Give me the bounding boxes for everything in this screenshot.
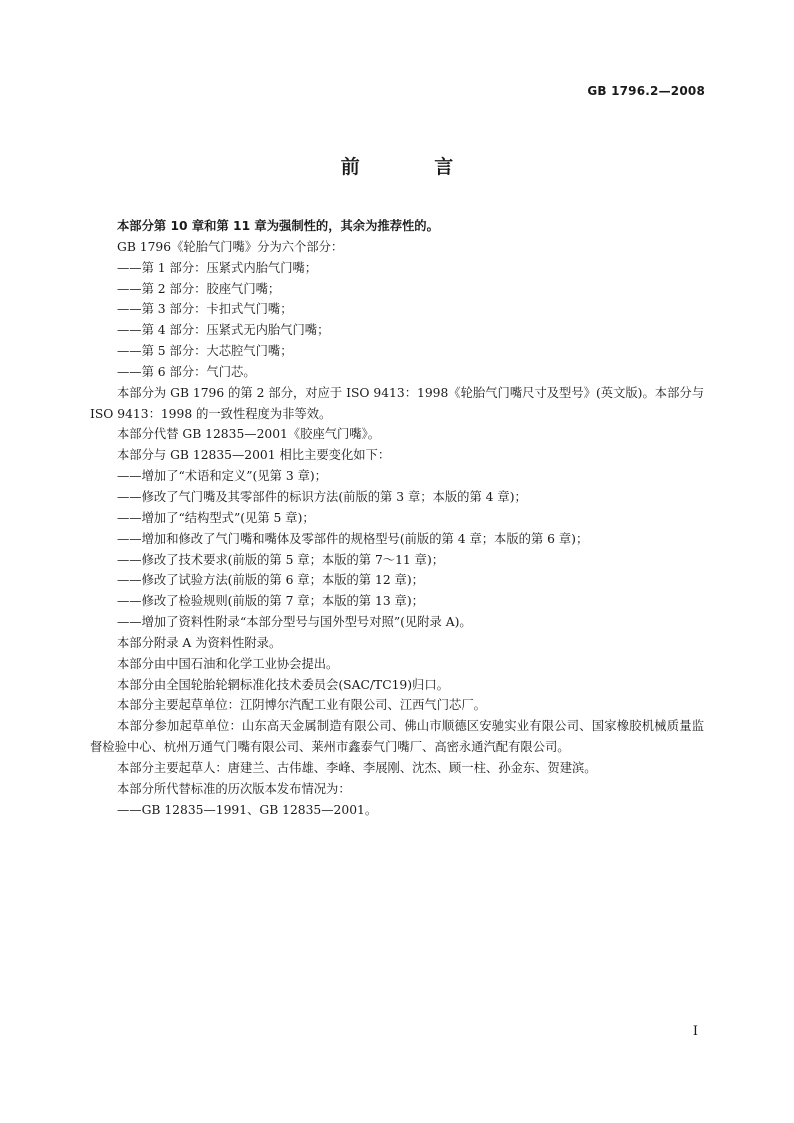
list-item-change: ——修改了技术要求(前版的第 5 章；本版的第 7～11 章)； — [117, 552, 445, 567]
list-item-part-5: ——第 5 部分：大芯腔气门嘴； — [117, 344, 293, 359]
paragraph-participating-orgs: 本部分参加起草单位：山东高天金属制造有限公司、佛山市顺德区安驰实业有限公司、国家橡胶机械质量监督检验中心、杭州万通气门嘴有限公司、莱州市鑫泰气门嘴厂、高密永通汽配有限公司。 — [90, 719, 704, 755]
list-item-change: ——增加了“术语和定义”(见第 3 章)； — [117, 469, 327, 484]
list-item-change: ——增加和修改了气门嘴和嘴体及零部件的规格型号(前版的第 4 章；本版的第 6 章)； — [117, 531, 589, 546]
paragraph-changes-intro: 本部分与 GB 12835—2001 相比主要变化如下： — [117, 448, 391, 463]
list-item-change: ——修改了气门嘴及其零部件的标识方法(前版的第 3 章；本版的第 4 章)； — [117, 489, 527, 504]
paragraph-parts-intro: GB 1796《轮胎气门嘴》分为六个部分： — [117, 239, 344, 254]
paragraph-main-drafters-org: 本部分主要起草单位：江阴博尔汽配工业有限公司、江西气门芯厂。 — [117, 698, 486, 713]
paragraph-annex: 本部分附录 A 为资料性附录。 — [117, 635, 282, 650]
list-item-change: ——增加了资料性附录“本部分型号与国外型号对照”(见附录 A)。 — [117, 615, 472, 630]
page-number: I — [692, 1024, 698, 1039]
paragraph-mandatory-notice: 本部分第 10 章和第 11 章为强制性的，其余为推荐性的。 — [117, 219, 439, 233]
list-item-part-3: ——第 3 部分：卡扣式气门嘴； — [117, 302, 293, 317]
page-title: 前 言 — [340, 156, 488, 178]
list-item-history: ——GB 12835—1991、GB 12835—2001。 — [117, 802, 378, 817]
paragraph-centralized-by: 本部分由全国轮胎轮辋标准化技术委员会(SAC/TC19)归口。 — [117, 677, 449, 692]
list-item-change: ——修改了检验规则(前版的第 7 章；本版的第 13 章)； — [117, 594, 424, 609]
paragraph-iso-correspondence: 本部分为 GB 1796 的第 2 部分，对应于 ISO 9413：1998《轮胎气门嘴尺寸及型号》(英文版)。本部分与 ISO 9413：1998 的一致性程度为非等效。 — [90, 385, 704, 421]
list-item-part-1: ——第 1 部分：压紧式内胎气门嘴； — [117, 260, 318, 275]
list-item-change: ——增加了“结构型式”(见第 5 章)； — [117, 510, 315, 525]
list-item-part-6: ——第 6 部分：气门芯。 — [117, 364, 256, 379]
list-item-part-4: ——第 4 部分：压紧式无内胎气门嘴； — [117, 323, 330, 338]
foreword-body — [90, 216, 704, 820]
list-item-part-2: ——第 2 部分：胶座气门嘴； — [117, 281, 281, 296]
standard-code: GB 1796.2—2008 — [587, 84, 705, 98]
paragraph-main-drafters: 本部分主要起草人：唐建兰、古伟雄、李峰、李展刚、沈杰、顾一柱、孙金东、贺建滨。 — [117, 760, 597, 775]
paragraph-proposed-by: 本部分由中国石油和化学工业协会提出。 — [117, 656, 339, 671]
paragraph-history-intro: 本部分所代替标准的历次版本发布情况为： — [117, 781, 351, 796]
paragraph-replaces: 本部分代替 GB 12835—2001《胶座气门嘴》。 — [117, 427, 381, 442]
list-item-change: ——修改了试验方法(前版的第 6 章；本版的第 12 章)； — [117, 573, 424, 588]
